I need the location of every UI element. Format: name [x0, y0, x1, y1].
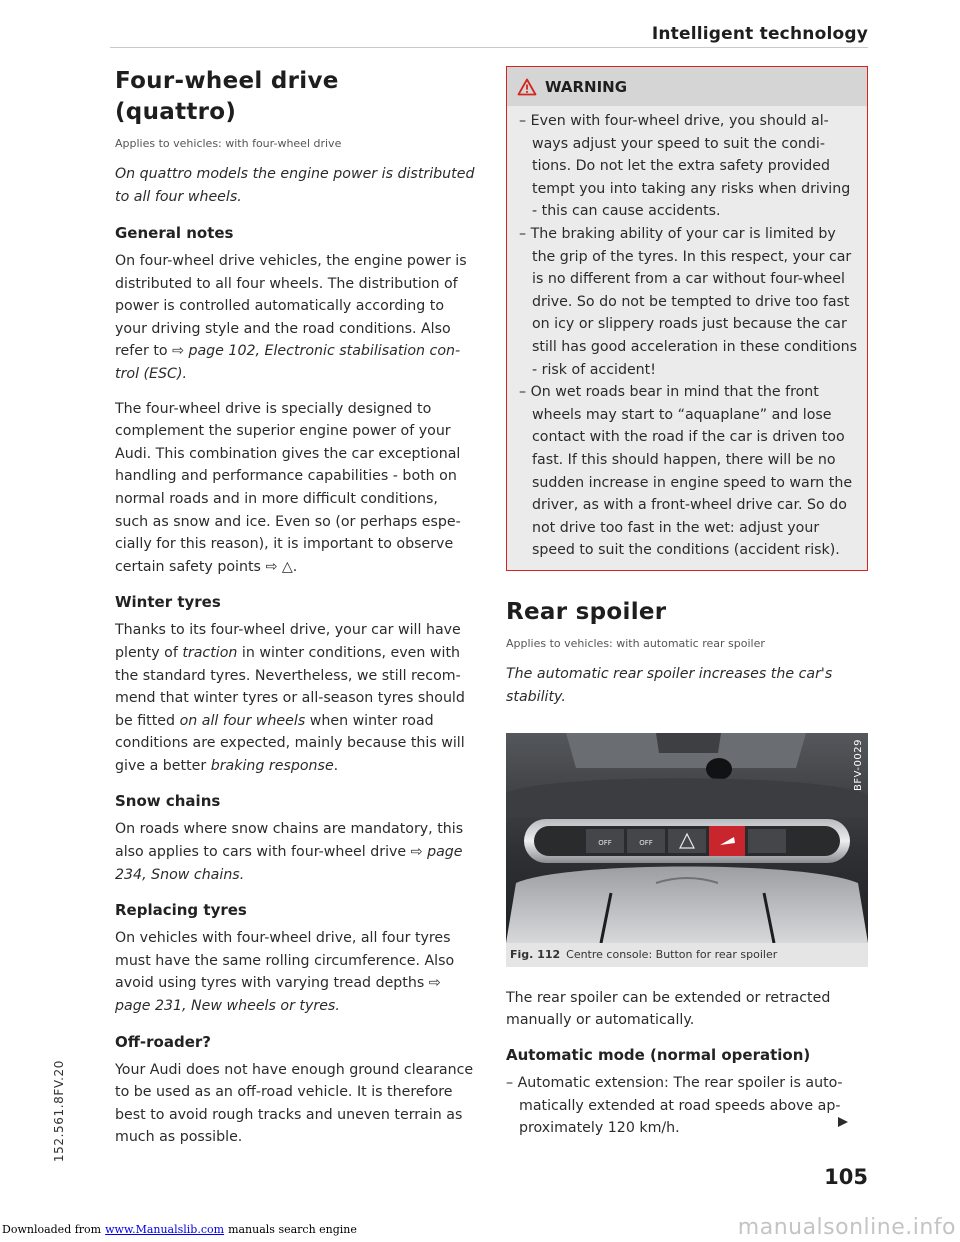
list-item: – Automatic extension: The rear spoiler is automatically extended at road speeds above approximately 120 km/h. [506, 1075, 843, 1137]
paragraph-general-1: On four-wheel drive vehicles, the engine power is distributed to all four wheels. The distribution of power is controlled automatically according to your driving style and the road conditions. Also refer to ⇨ page 102, Electronic stabilisation control (ESC). [115, 253, 467, 382]
header-rule [110, 47, 868, 48]
document-code: 152.561.8FV.20 [52, 1060, 66, 1163]
centre-console-image [506, 733, 868, 943]
centre-console-illustration [506, 733, 868, 943]
rear-spoiler-title: Rear spoiler [506, 598, 667, 625]
watermark: manualsonline.info [737, 1215, 956, 1240]
section-intro: On quattro models the engine power is distributed to all four wheels. [115, 166, 475, 205]
figure-112 [506, 733, 868, 967]
new-wheels-link[interactable]: ⇨ page 231, New wheels or tyres. [115, 975, 441, 1015]
heading-general-notes: General notes [115, 224, 234, 242]
right-column [506, 66, 868, 1140]
heading-winter-tyres: Winter tyres [115, 593, 221, 612]
paragraph-offroad: Your Audi does not have enough ground clearance to be used as an off-road vehicle. It is therefore best to avoid rough tracks and uneven terrain as much as possible. [115, 1061, 474, 1146]
figure-caption-text: Centre console: Button for rear spoiler [566, 948, 778, 962]
section-title: Four-wheel drive (quattro) [115, 68, 339, 125]
warning-ref-link[interactable]: ⇨ △. [265, 558, 298, 575]
spoiler-applies-note: Applies to vehicles: with automatic rear spoiler [506, 636, 765, 650]
left-column [115, 66, 475, 1149]
warning-item: – On wet roads bear in mind that the front wheels may start to “aquaplane” and lose contact with the road if the car is driven too fast. If this should happen, there will be no sudden increase in engine speed to warn the driver, as with a front-wheel drive car. So do not drive too fast in the wet: adjust your speed to suit the conditions (accident risk). [519, 384, 853, 559]
manualslib-link[interactable]: www.Manualslib.com [105, 1222, 225, 1236]
paragraph-replacing: On vehicles with four-wheel drive, all four tyres must have the same rolling circumference. Also avoid using tyres with varying tread depths ⇨ page 231, New wheels or tyres. [115, 930, 455, 1015]
spoiler-paragraph: The rear spoiler can be extended or retracted manually or automatically. [506, 989, 831, 1029]
figure-button-label: OFF [639, 838, 653, 847]
snow-chains-link[interactable]: ⇨ page 234, Snow chains. [115, 844, 463, 883]
figure-code: BFV-0029 [853, 738, 864, 791]
warning-title: WARNING [545, 77, 628, 96]
heading-automatic-mode: Automatic mode (normal operation) [506, 1046, 811, 1065]
warning-triangle-icon [517, 78, 537, 96]
warning-item: – Even with four-wheel drive, you should always adjust your speed to suit the conditions. Do not let the extra safety provided tempt you into taking any risks when driving - this can cause accidents. [519, 113, 851, 220]
heading-snow-chains: Snow chains [115, 792, 221, 811]
figure-button-label: OFF [598, 838, 612, 847]
running-header: Intelligent technology [651, 24, 868, 44]
page-number: 105 [824, 1165, 868, 1189]
figure-label: Fig. 112 [510, 948, 561, 962]
paragraph-winter: Thanks to its four-wheel drive, your car will have plenty of traction in winter conditions, even with the standard tyres. Nevertheless, we still recommend that winter tyres or all-season tyres should be fitted on all four wheels when winter road conditions are expected, mainly because this will give a better braking response. [115, 622, 465, 774]
paragraph-general-2: The four-wheel drive is specially designed to complement the superior engine power of your Audi. This combination gives the car exceptional handling and performance capabilities - both on normal roads and in more difficult conditions, such as snow and ice. Even so (or perhaps especially for this reason), it is important to observe certain safety points ⇨ △. [115, 400, 461, 575]
warning-box [506, 66, 868, 571]
paragraph-snow: On roads where snow chains are mandatory, this also applies to cars with four-wheel drive ⇨ page 234, Snow chains. [115, 821, 464, 883]
footer-suffix: manuals search engine [228, 1222, 357, 1236]
warning-item: – The braking ability of your car is limited by the grip of the tyres. In this respect, your car is no different from a car without four-wheel drive. So do not be tempted to drive too fast on icy or slippery roads just because the car still has good acceleration in these conditions - risk of accident! [519, 225, 858, 378]
warning-list [507, 106, 867, 570]
automatic-mode-list [506, 1072, 868, 1140]
heading-off-roader: Off-roader? [115, 1032, 211, 1051]
warning-header [507, 67, 867, 106]
footer-prefix: Downloaded from [2, 1222, 102, 1236]
esc-page-link[interactable]: ⇨ page 102, Electronic stabilisation control (ESC). [115, 343, 461, 382]
applies-note: Applies to vehicles: with four-wheel drive [115, 137, 342, 150]
figure-caption [506, 943, 868, 967]
continue-arrow-icon [838, 1117, 848, 1127]
heading-replacing-tyres: Replacing tyres [115, 901, 247, 920]
footer [0, 1216, 960, 1242]
spoiler-intro: The automatic rear spoiler increases the car's stability. [506, 665, 833, 705]
